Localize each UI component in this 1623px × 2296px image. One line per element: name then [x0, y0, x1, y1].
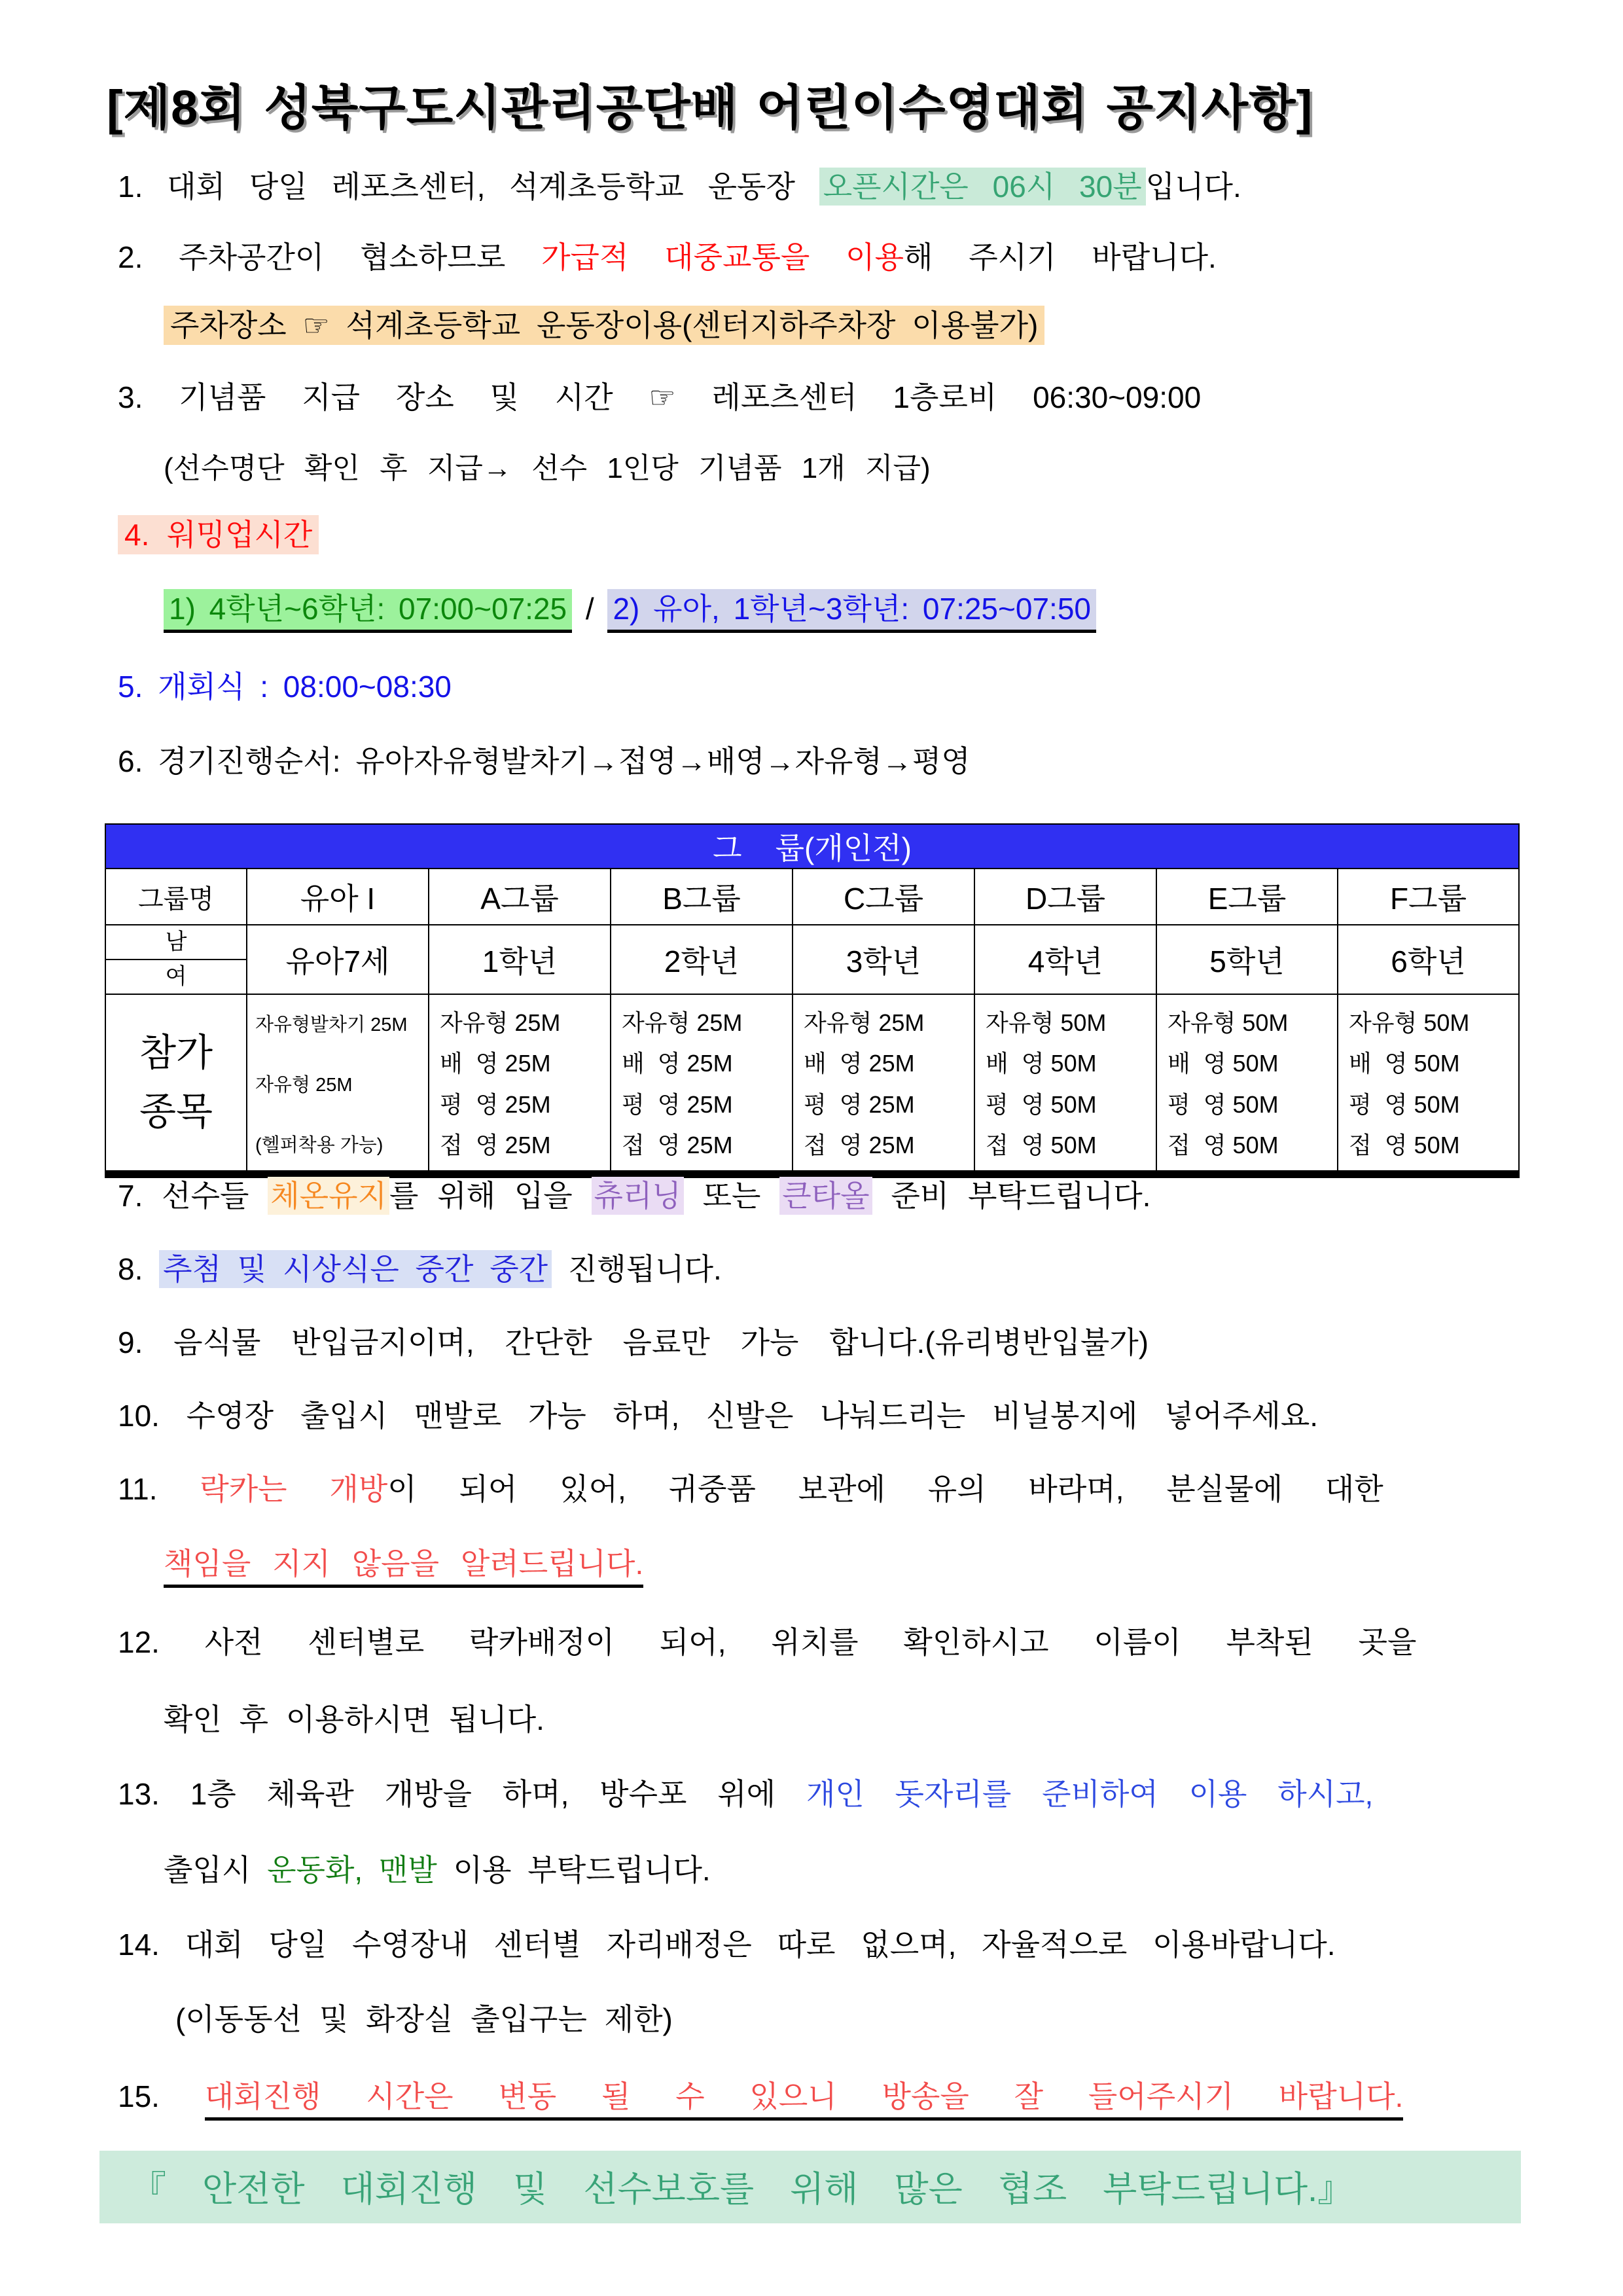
group-table	[105, 823, 1520, 1178]
group-cell: F그룹	[1338, 869, 1519, 925]
item-15-number: 15.	[118, 2079, 205, 2113]
item-14-text2: (이동동선 및 화장실 출입구는 제한)	[175, 2002, 673, 2036]
group-cell: 유아 I	[247, 869, 429, 925]
item-1-text-after: 입니다.	[1145, 170, 1241, 204]
item-11-text: 이 되어 있어, 귀중품 보관에 유의 바라며, 분실물에 대한	[387, 1472, 1383, 1506]
group-cell: E그룹	[1156, 869, 1338, 925]
item-14-line2	[175, 2001, 673, 2037]
event-line: 배 영 25M	[804, 1050, 915, 1077]
item-10-number: 10.	[118, 1399, 187, 1433]
item-4-number: 4.	[124, 518, 168, 552]
group-cell: D그룹	[974, 869, 1156, 925]
event-line: 평 영 25M	[440, 1090, 551, 1118]
item-13-line2	[164, 1852, 711, 1888]
item-3	[118, 380, 1201, 416]
warmup-times	[164, 591, 1096, 627]
event-line: 자유형 25M	[622, 1009, 743, 1036]
item-7-highlight-tracksuit: 츄리닝	[592, 1177, 684, 1215]
item-2-text: 주차공간이 협소하므로	[179, 240, 542, 274]
event-line: 접 영 50M	[1349, 1132, 1460, 1159]
item-5-text: 개회식 : 08:00~08:30	[158, 670, 452, 704]
item-6-number: 6.	[118, 744, 158, 778]
grade-cell: 6학년	[1338, 925, 1519, 994]
item-7	[118, 1178, 1150, 1214]
item-5-number: 5.	[118, 670, 158, 704]
group-cell: C그룹	[793, 869, 974, 925]
gender-cell	[105, 925, 247, 994]
item-2-red-public-transport: 가급적 대중교통을 이용	[541, 240, 904, 274]
item-2-text-after: 해 주시기 바랍니다.	[904, 240, 1217, 274]
footer-cooperation-banner	[99, 2151, 1521, 2223]
item-15	[118, 2079, 1403, 2115]
grade-cell: 3학년	[793, 925, 974, 994]
gender-male: 남	[106, 925, 246, 960]
item-8	[118, 1251, 722, 1287]
events-25m-cell	[429, 994, 611, 1174]
item-5	[118, 669, 452, 705]
grade-cell: 유아7세	[247, 925, 429, 994]
group-name-label: 그룹명	[105, 869, 247, 925]
item-13-number: 13.	[118, 1777, 190, 1811]
footer-text: 『 안전한 대회진행 및 선수보호를 위해 많은 협조 부탁드립니다.』	[131, 2170, 1353, 2209]
parking-note-highlight: 주차장소 ☞ 석계초등학교 운동장이용(센터지하주차장 이용불가)	[164, 306, 1044, 345]
infant-event: 자유형발차기 25M	[255, 1014, 408, 1035]
grade-cell: 4학년	[974, 925, 1156, 994]
warmup-group1-grades4-6: 1) 4학년~6학년: 07:00~07:25	[164, 589, 572, 633]
item-4	[118, 517, 319, 553]
event-line: 평 영 25M	[622, 1090, 733, 1118]
item-8-highlight-raffle: 추첨 및 시상식은 중간 중간	[159, 1250, 552, 1288]
event-line: 자유형 25M	[804, 1009, 925, 1036]
item-3-subnote-text: (선수명단 확인 후 지급→ 선수 1인당 기념품 1개 지급)	[164, 452, 931, 484]
item-1-number: 1.	[118, 170, 168, 204]
item-9	[118, 1325, 1149, 1361]
item-1-highlight-open-time: 오픈시간은 06시 30분	[819, 168, 1146, 206]
item-4-text: 워밍업시간	[167, 518, 313, 552]
event-line: 접 영 25M	[440, 1132, 551, 1159]
item-7-t1: 선수들	[162, 1179, 268, 1213]
item-10	[118, 1398, 1318, 1434]
item-13-text2: 출입시	[164, 1853, 268, 1887]
item-12-text2: 확인 후 이용하시면 됩니다.	[164, 1702, 544, 1736]
event-line: 평 영 25M	[804, 1090, 915, 1118]
events-50m-cell	[974, 994, 1156, 1174]
table-events-row	[105, 994, 1519, 1174]
participation-line2: 종목	[139, 1090, 213, 1133]
warmup-group2-infant-grades1-3: 2) 유아, 1학년~3학년: 07:25~07:50	[607, 589, 1096, 633]
parking-note	[164, 308, 1044, 344]
item-8-text-after: 진행됩니다.	[552, 1252, 722, 1286]
item-8-number: 8.	[118, 1252, 160, 1286]
item-7-highlight-warmth: 체온유지	[268, 1177, 389, 1215]
item-13-text1: 1층 체육관 개방을 하며, 방수포 위에	[190, 1777, 806, 1811]
event-line: 접 영 50M	[986, 1132, 1097, 1159]
item-7-t2: 를 위해 입을	[389, 1179, 592, 1213]
item-13-green-shoes: 운동화, 맨발	[267, 1853, 437, 1887]
group-cell: B그룹	[611, 869, 793, 925]
participation-label-cell	[105, 994, 247, 1174]
group-cell: A그룹	[429, 869, 611, 925]
participation-line1: 참가	[139, 1031, 213, 1075]
events-25m-cell	[611, 994, 793, 1174]
event-line: 자유형 25M	[440, 1009, 561, 1036]
grade-cell: 2학년	[611, 925, 793, 994]
item-3-number: 3.	[118, 380, 179, 414]
item-13-text3: 이용 부탁드립니다.	[437, 1853, 711, 1887]
infant-event: (헬퍼착용 가능)	[255, 1134, 383, 1156]
event-line: 배 영 25M	[440, 1050, 551, 1077]
event-line: 자유형 50M	[986, 1009, 1107, 1036]
item-11-line2	[164, 1546, 643, 1582]
item-12-line2	[164, 1702, 544, 1738]
event-line: 접 영 25M	[804, 1132, 915, 1159]
event-line: 자유형 50M	[1168, 1009, 1289, 1036]
item-7-t4: 준비 부탁드립니다.	[872, 1179, 1151, 1213]
item-9-text: 음식물 반입금지이며, 간단한 음료만 가능 합니다.(유리병반입불가)	[173, 1325, 1149, 1359]
warmup-separator: /	[572, 592, 608, 626]
item-10-text: 수영장 출입시 맨발로 가능 하며, 신발은 나눠드리는 비닐봉지에 넣어주세요.	[186, 1399, 1319, 1433]
event-line: 접 영 25M	[622, 1132, 733, 1159]
event-line: 배 영 25M	[622, 1050, 733, 1077]
grade-cell: 1학년	[429, 925, 611, 994]
event-line: 평 영 50M	[1349, 1090, 1460, 1118]
item-7-t3: 또는	[683, 1179, 780, 1213]
table-group-row	[105, 869, 1519, 925]
table-title-cell: 그 룹(개인전)	[105, 824, 1519, 869]
event-line: 배 영 50M	[1349, 1050, 1460, 1077]
event-line: 접 영 50M	[1168, 1132, 1279, 1159]
item-11-red-locker: 락카는 개방	[200, 1472, 388, 1506]
events-25m-cell	[793, 994, 974, 1174]
item-11-red-no-responsibility: 책임을 지지 않음을 알려드립니다.	[164, 1547, 643, 1588]
event-line: 평 영 50M	[986, 1090, 1097, 1118]
item-14-line1	[118, 1927, 1336, 1963]
infant-events-cell	[247, 994, 429, 1174]
item-6	[118, 744, 971, 780]
infant-event: 자유형 25M	[255, 1074, 353, 1096]
item-1	[118, 169, 1241, 205]
events-50m-cell	[1338, 994, 1519, 1174]
grade-cell: 5학년	[1156, 925, 1338, 994]
item-3-text: 기념품 지급 장소 및 시간 ☞ 레포츠센터 1층로비 06:30~09:00	[179, 380, 1202, 414]
item-11-number: 11.	[118, 1472, 200, 1506]
item-14-number: 14.	[118, 1928, 185, 1962]
item-11-line1	[118, 1471, 1383, 1507]
gender-female: 여	[165, 964, 187, 989]
item-15-red-schedule-change: 대회진행 시간은 변동 될 수 있으니 방송을 잘 들어주시기 바랍니다.	[205, 2079, 1404, 2121]
item-14-text1: 대회 당일 수영장내 센터별 자리배정은 따로 없으며, 자율적으로 이용바랍니다.	[185, 1928, 1336, 1962]
item-2	[118, 240, 1217, 276]
event-line: 평 영 50M	[1168, 1090, 1279, 1118]
event-line: 배 영 50M	[1168, 1050, 1279, 1077]
item-4-warmup-heading	[118, 515, 319, 554]
item-12-number: 12.	[118, 1625, 205, 1659]
item-13-blue-mat: 개인 돗자리를 준비하여 이용 하시고,	[806, 1777, 1374, 1811]
item-2-number: 2.	[118, 240, 179, 274]
event-line: 배 영 50M	[986, 1050, 1097, 1077]
events-50m-cell	[1156, 994, 1338, 1174]
item-12-line1	[118, 1624, 1416, 1660]
item-7-highlight-towel: 큰타올	[779, 1177, 872, 1215]
page-title: [제8회 성북구도시관리공단배 어린이수영대회 공지사항]	[107, 81, 1313, 135]
table-title-row	[105, 824, 1519, 869]
item-1-text: 대회 당일 레포츠센터, 석계초등학교 운동장	[167, 170, 819, 204]
item-3-subnote	[164, 452, 931, 486]
item-13-line1	[118, 1776, 1373, 1812]
item-6-text: 경기진행순서: 유아자유형발차기→접영→배영→자유형→평영	[158, 744, 971, 778]
item-9-number: 9.	[118, 1325, 174, 1359]
table-grade-row	[105, 925, 1519, 994]
event-line: 자유형 50M	[1349, 1009, 1470, 1036]
item-7-number: 7.	[118, 1179, 162, 1213]
item-12-text1: 사전 센터별로 락카배정이 되어, 위치를 확인하시고 이름이 부착된 곳을	[204, 1625, 1417, 1659]
